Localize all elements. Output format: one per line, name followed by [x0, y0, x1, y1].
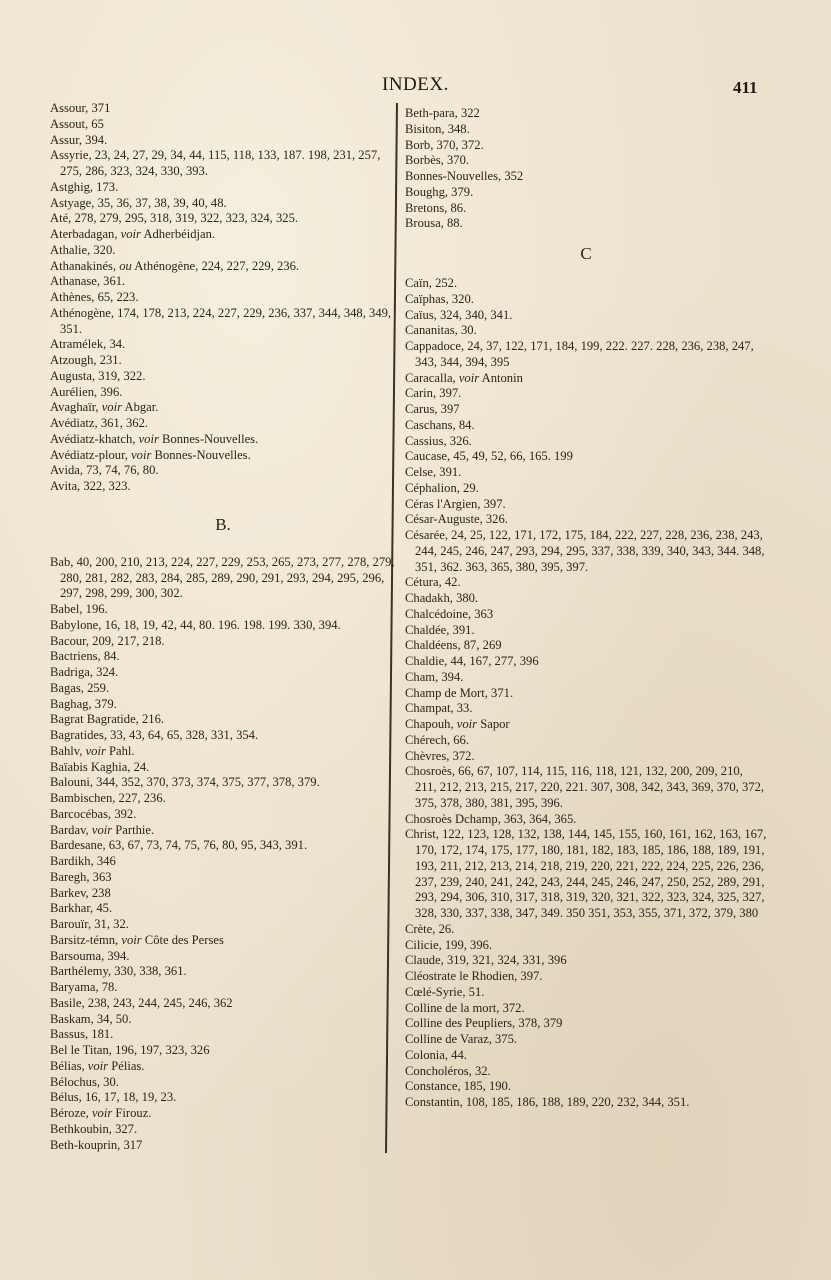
index-entry-text: Beth-para, 322 [405, 106, 480, 120]
index-entry [405, 323, 767, 339]
index-entry [50, 196, 396, 212]
index-entry [405, 749, 767, 765]
index-entry-crossref: ou [119, 258, 132, 273]
index-entry [405, 528, 767, 575]
index-entry [405, 670, 767, 686]
index-entry-text: Beth-kouprin, 317 [50, 1137, 143, 1152]
index-entry [405, 922, 767, 938]
index-entry-text: Balouni, 344, 352, 370, 373, 374, 375, 377, 378, 379. [50, 775, 320, 790]
index-entry-text: Borbès, 370. [405, 153, 470, 168]
index-entry-text: Cilicie, 199, 396. [405, 937, 493, 952]
index-entry [50, 1012, 396, 1028]
index-entry [405, 701, 767, 717]
index-entry-crossref: voir [121, 932, 142, 947]
index-entry-text: Barthélemy, 330, 338, 361. [50, 964, 187, 979]
index-entry [50, 901, 396, 917]
index-entry-text: Bardesane, 63, 67, 73, 74, 75, 76, 80, 95, 343, 391. [50, 838, 308, 853]
index-entry-text: Bonnes-Nouvelles, 352 [405, 169, 524, 183]
index-entry [50, 618, 396, 634]
index-entry-text: Caïus, 324, 340, 341. [405, 307, 513, 322]
index-entry-text: Crète, 26. [405, 921, 455, 936]
index-entry [50, 665, 396, 681]
index-entry [50, 353, 396, 369]
index-entry [405, 953, 767, 969]
index-entry-text: Athanakinés, [50, 258, 120, 273]
index-entry-text: Cassius, 326. [405, 433, 472, 448]
index-entry [50, 886, 396, 902]
page-header-title: INDEX. [382, 74, 449, 95]
page-number: 411 [733, 78, 758, 97]
index-entry-text: Badriga, 324. [50, 665, 119, 679]
index-entry-text: Athènes, 65, 223. [50, 290, 139, 304]
index-entry-crossref: voir [87, 1058, 109, 1073]
index-entry [50, 854, 396, 870]
index-entry [50, 697, 396, 713]
index-entry-text: Cham, 394. [405, 669, 464, 684]
index-entry-text: Césarée, 24, 25, 122, 171, 172, 175, 184, 222, 227, 228, 236, 238, 243, 244, 245, 246, 247, 293, 294, 295, 337, 338, 339, 340, 343, 344. 348, 351, 362. 363, 365, 380, 395, 397. [405, 528, 765, 574]
index-list-a [50, 101, 396, 495]
index-entry [405, 812, 767, 828]
index-entry [405, 512, 767, 528]
index-entry [405, 371, 767, 387]
index-entry [405, 434, 767, 450]
index-entry [405, 575, 767, 591]
index-entry [50, 1138, 396, 1154]
index-entry-text: Bab, 40, 200, 210, 213, 224, 227, 229, 253, 265, 273, 277, 278, 279, 280, 281, 282, 283, 284, 285, 289, 290, 291, 293, 294, 295, 296, 297, 298, 299, 300, 302. [50, 554, 395, 601]
index-entry-text: Carus, 397 [405, 402, 460, 416]
index-entry-text: Aterbadagan, [50, 227, 121, 241]
index-entry-text: Caracalla, [405, 370, 459, 385]
index-entry-text: Athalie, 320. [50, 242, 116, 257]
index-entry [405, 733, 767, 749]
index-entry-text: Colonia, 44. [405, 1047, 467, 1062]
index-entry [50, 775, 396, 791]
index-entry-text: Barsitz-témn, [50, 932, 122, 947]
index-entry [50, 101, 396, 117]
index-entry [405, 1016, 767, 1032]
index-entry-text: Céras l'Argien, 397. [405, 496, 506, 511]
index-entry-text: Chèvres, 372. [405, 748, 475, 763]
index-entry [50, 744, 396, 760]
index-entry [405, 1095, 767, 1111]
index-entry-text: Carin, 397. [405, 386, 462, 401]
index-entry-text: Athanase, 361. [50, 274, 126, 289]
index-entry-text: Augusta, 319, 322. [50, 368, 146, 383]
index-entry-text: Assur, 394. [50, 132, 108, 147]
index-left-column [50, 101, 396, 1153]
index-entry-text: Chapouh, [405, 717, 457, 731]
index-entry-reference: Firouz. [112, 1106, 152, 1120]
index-entry [405, 201, 767, 217]
index-entry [50, 369, 396, 385]
index-entry-text: Bagratides, 33, 43, 64, 65, 328, 331, 354. [50, 728, 259, 742]
index-entry-text: Colline de Varaz, 375. [405, 1032, 518, 1046]
index-entry [50, 807, 396, 823]
index-entry-text: Bagrat Bagratide, 216. [50, 712, 165, 727]
index-entry-text: Astyage, 35, 36, 37, 38, 39, 40, 48. [50, 195, 227, 210]
index-entry-crossref: voir [138, 431, 159, 446]
index-entry-text: Concholéros, 32. [405, 1063, 491, 1078]
section-gap [50, 495, 396, 513]
index-list-b-continued [405, 106, 767, 232]
index-entry-text: Cananitas, 30. [405, 323, 477, 338]
index-entry-text: Basile, 238, 243, 244, 245, 246, 362 [50, 995, 233, 1010]
index-entry [50, 791, 396, 807]
index-entry [405, 402, 767, 418]
index-entry-text: Assout, 65 [50, 116, 104, 131]
section-heading-b: B. [215, 514, 231, 534]
index-entry [50, 933, 396, 949]
index-entry-crossref: voir [85, 743, 106, 758]
index-entry-text: Bassus, 181. [50, 1027, 114, 1042]
index-right-column [405, 106, 767, 1111]
index-entry-text: Bactriens, 84. [50, 649, 120, 664]
index-entry-text: Avita, 322, 323. [50, 479, 131, 493]
index-entry-text: Babel, 196. [50, 602, 108, 616]
index-entry-text: Constance, 185, 190. [405, 1079, 511, 1094]
index-entry-crossref: voir [456, 717, 478, 731]
index-entry-text: Bambischen, 227, 236. [50, 791, 166, 805]
index-entry [405, 449, 767, 465]
index-entry [405, 686, 767, 702]
index-entry-text: Christ, 122, 123, 128, 132, 138, 144, 145, 155, 160, 161, 162, 163, 167, 170, 172, 174, 175, 177, 180, 181, 182, 183, 185, 186, 188, 189, 191, 193, 211, 212, 213, 214, 218, 219, 220, 221, 222, 224, 225, 226, 236, 237, 239, 240, 241, 242, 243, 244, 245, 246, 247, 250, 252, 289, 291, 293, 294, 306, 310, 317, 318, 319, 320, 321, 322, 323, 324, 325, 327, 328, 330, 337, 338, 347, 349. 350 351, 353, 355, 371, 372, 379, 380 [405, 827, 767, 920]
index-entry-text: Constantin, 108, 185, 186, 188, 189, 220, 232, 344, 351. [405, 1095, 690, 1109]
index-entry-crossref: voir [91, 822, 113, 837]
index-entry [50, 180, 396, 196]
index-entry [50, 1122, 396, 1138]
index-entry-text: Barouïr, 31, 32. [50, 917, 129, 931]
index-entry [405, 1001, 767, 1017]
index-entry-text: Athénogène, 174, 178, 213, 224, 227, 229, 236, 337, 344, 348, 349, 351. [50, 305, 392, 336]
index-list-c [405, 276, 767, 1111]
index-entry [405, 607, 767, 623]
index-entry-text: Cappadoce, 24, 37, 122, 171, 184, 199, 222. 227. 228, 236, 238, 247, 343, 344, 394, 395 [405, 339, 754, 369]
index-entry [50, 337, 396, 353]
index-entry [50, 1059, 396, 1075]
index-entry [50, 211, 396, 227]
index-entry-text: Bethkoubin, 327. [50, 1121, 138, 1136]
index-entry-text: Barkhar, 45. [50, 901, 113, 916]
index-entry [50, 306, 396, 338]
section-gap [405, 266, 767, 276]
section-heading-c: C [580, 244, 592, 263]
index-entry-text: Chosroès, 66, 67, 107, 114, 115, 116, 118, 121, 132, 200, 209, 210, 211, 212, 213, 215, 217, 220, 221. 307, 308, 342, 343, 369, 370, 372, 375, 378, 380, 381, 395, 396. [405, 764, 765, 810]
index-entry-text: Aurélien, 396. [50, 384, 123, 399]
index-entry-text: Baïabis Kaghia, 24. [50, 759, 150, 774]
index-entry [50, 728, 396, 744]
index-entry-text: Bagas, 259. [50, 680, 110, 695]
index-entry-text: Chalcédoine, 363 [405, 606, 494, 621]
index-entry-reference: Bonnes-Nouvelles. [151, 447, 251, 462]
index-entry-text: Caschans, 84. [405, 417, 475, 432]
index-entry-reference: Adherbéidjan. [140, 227, 216, 241]
index-entry-text: Caïphas, 320. [405, 291, 474, 306]
index-entry-text: Claude, 319, 321, 324, 331, 396 [405, 953, 567, 968]
index-entry-text: Colline de la mort, 372. [405, 1000, 525, 1015]
index-entry [405, 106, 767, 122]
index-entry [405, 481, 767, 497]
index-entry-text: Baregh, 363 [50, 869, 112, 884]
index-entry-text: Caïn, 252. [405, 276, 458, 290]
index-entry [50, 555, 396, 602]
index-entry [50, 1027, 396, 1043]
index-entry-text: Babylone, 16, 18, 19, 42, 44, 80. 196. 198. 199. 330, 394. [50, 617, 341, 632]
index-entry-crossref: voir [91, 1106, 113, 1120]
index-entry [50, 980, 396, 996]
index-entry [50, 117, 396, 133]
index-entry [405, 153, 767, 169]
index-entry-reference: Bonnes-Nouvelles. [158, 431, 259, 446]
index-entry-text: Barkev, 238 [50, 885, 111, 900]
index-entry [50, 681, 396, 697]
index-entry [405, 138, 767, 154]
index-entry-text: Bahlv, [50, 743, 86, 758]
index-entry-crossref: voir [120, 227, 141, 241]
index-entry [50, 1075, 396, 1091]
index-entry-reference: Côte des Perses [141, 932, 224, 947]
index-entry [50, 760, 396, 776]
index-entry-text: Baryama, 78. [50, 980, 118, 994]
index-entry [405, 386, 767, 402]
index-entry-text: Chérech, 66. [405, 732, 469, 747]
index-entry-reference: Parthie. [112, 822, 155, 837]
index-entry [50, 996, 396, 1012]
index-entry-crossref: voir [101, 400, 123, 415]
index-entry-text: Champ de Mort, 371. [405, 685, 514, 700]
index-entry [405, 591, 767, 607]
index-entry-reference: Antonin [479, 370, 523, 385]
index-entry [50, 400, 396, 416]
index-entry [50, 1090, 396, 1106]
index-entry [405, 1064, 767, 1080]
index-entry [405, 122, 767, 138]
index-entry [405, 717, 767, 733]
index-entry [50, 385, 396, 401]
index-entry [405, 339, 767, 371]
index-entry-text: Bacour, 209, 217, 218. [50, 633, 165, 648]
index-entry [50, 1043, 396, 1059]
index-entry-text: Cétura, 42. [405, 575, 461, 590]
index-entry [50, 649, 396, 665]
index-entry [50, 416, 396, 432]
index-entry [50, 133, 396, 149]
index-entry-text: Baghag, 379. [50, 696, 117, 711]
index-entry [50, 823, 396, 839]
index-entry [50, 602, 396, 618]
section-gap [50, 537, 396, 555]
index-entry-text: Bardav, [50, 822, 92, 837]
index-entry [50, 870, 396, 886]
index-entry [50, 463, 396, 479]
index-entry [405, 1032, 767, 1048]
index-entry [405, 654, 767, 670]
index-entry [405, 638, 767, 654]
index-entry [50, 479, 396, 495]
index-entry [50, 838, 396, 854]
index-entry-text: Bardikh, 346 [50, 854, 116, 868]
index-entry [405, 827, 767, 922]
index-entry-reference: Pélias. [108, 1058, 145, 1073]
index-entry-text: Atzough, 231. [50, 353, 122, 367]
index-entry-text: Astghig, 173. [50, 179, 119, 194]
index-entry [50, 712, 396, 728]
index-entry-text: Avida, 73, 74, 76, 80. [50, 463, 159, 478]
index-entry [405, 418, 767, 434]
index-entry-text: Baskam, 34, 50. [50, 1011, 132, 1026]
index-entry-text: Celse, 391. [405, 465, 462, 479]
index-entry-reference: Pahl. [105, 743, 135, 758]
index-entry-text: Assour, 371 [50, 101, 111, 115]
index-entry [50, 1106, 396, 1122]
index-entry [405, 276, 767, 292]
index-entry-text: Cœlé-Syrie, 51. [405, 984, 485, 999]
index-entry-text: Avédiatz-khatch, [50, 431, 139, 446]
index-entry [405, 985, 767, 1001]
index-entry-crossref: voir [458, 370, 480, 385]
index-entry-text: Colline des Peupliers, 378, 379 [405, 1016, 563, 1031]
index-entry-reference: Athénogène, 224, 227, 229, 236. [131, 258, 300, 273]
index-entry [50, 227, 396, 243]
index-entry-text: Brousa, 88. [405, 216, 463, 231]
index-entry [50, 917, 396, 933]
index-entry-text: Caucase, 45, 49, 52, 66, 165. 199 [405, 449, 573, 464]
index-entry [50, 964, 396, 980]
index-entry [405, 169, 767, 185]
index-entry-text: Céphalion, 29. [405, 480, 479, 495]
index-entry-text: Atramélek, 34. [50, 337, 126, 352]
index-entry [405, 764, 767, 811]
index-entry-crossref: voir [131, 447, 152, 462]
index-entry [405, 308, 767, 324]
index-entry-text: Chaldie, 44, 167, 277, 396 [405, 654, 539, 668]
index-entry [50, 432, 396, 448]
index-entry-text: Avédiatz, 361, 362. [50, 416, 149, 430]
index-entry-text: Bretons, 86. [405, 200, 467, 215]
index-entry [405, 185, 767, 201]
index-entry-text: Chosroès Dchamp, 363, 364, 365. [405, 811, 577, 826]
index-entry-text: Barcocébas, 392. [50, 806, 137, 821]
index-entry [405, 623, 767, 639]
index-entry [50, 148, 396, 180]
index-entry [50, 448, 396, 464]
index-entry-text: Avédiatz-plour, [50, 447, 132, 462]
index-entry-text: Champat, 33. [405, 701, 473, 716]
index-entry [405, 216, 767, 232]
index-entry-text: Chaldée, 391. [405, 622, 475, 637]
index-entry [405, 1048, 767, 1064]
index-entry-text: Boughg, 379. [405, 184, 474, 199]
index-entry [405, 938, 767, 954]
index-entry-text: Avaghaïr, [50, 400, 102, 415]
index-entry [50, 243, 396, 259]
index-entry-text: Bisiton, 348. [405, 121, 470, 136]
index-entry [50, 949, 396, 965]
index-entry [50, 259, 396, 275]
index-entry [405, 465, 767, 481]
index-entry-text: Cléostrate le Rhodien, 397. [405, 969, 543, 983]
index-entry-text: Bélias, [50, 1058, 88, 1073]
index-entry [50, 634, 396, 650]
index-entry [405, 969, 767, 985]
index-entry [405, 1079, 767, 1095]
index-entry [50, 290, 396, 306]
index-entry-text: Bel le Titan, 196, 197, 323, 326 [50, 1043, 210, 1057]
index-entry [405, 497, 767, 513]
index-entry-text: Bélus, 16, 17, 18, 19, 23. [50, 1090, 177, 1105]
index-entry-text: César-Auguste, 326. [405, 512, 508, 527]
index-entry-text: Chadakh, 380. [405, 591, 479, 605]
index-entry-text: Béroze, [50, 1106, 92, 1120]
index-entry-reference: Sapor [477, 717, 510, 731]
index-entry-text: Até, 278, 279, 295, 318, 319, 322, 323, 324, 325. [50, 211, 299, 226]
index-entry [405, 292, 767, 308]
index-entry [50, 274, 396, 290]
index-entry-reference: Abgar. [122, 400, 159, 415]
section-gap [405, 232, 767, 242]
index-entry-text: Borb, 370, 372. [405, 137, 484, 152]
index-entry-text: Bélochus, 30. [50, 1074, 119, 1089]
index-entry-text: Chaldéens, 87, 269 [405, 638, 502, 653]
index-entry-text: Barsouma, 394. [50, 948, 130, 963]
index-list-b [50, 555, 396, 1154]
index-entry-text: Assyrie, 23, 24, 27, 29, 34, 44, 115, 118, 133, 187. 198, 231, 257, 275, 286, 323, 324, 330, 393. [50, 148, 381, 178]
